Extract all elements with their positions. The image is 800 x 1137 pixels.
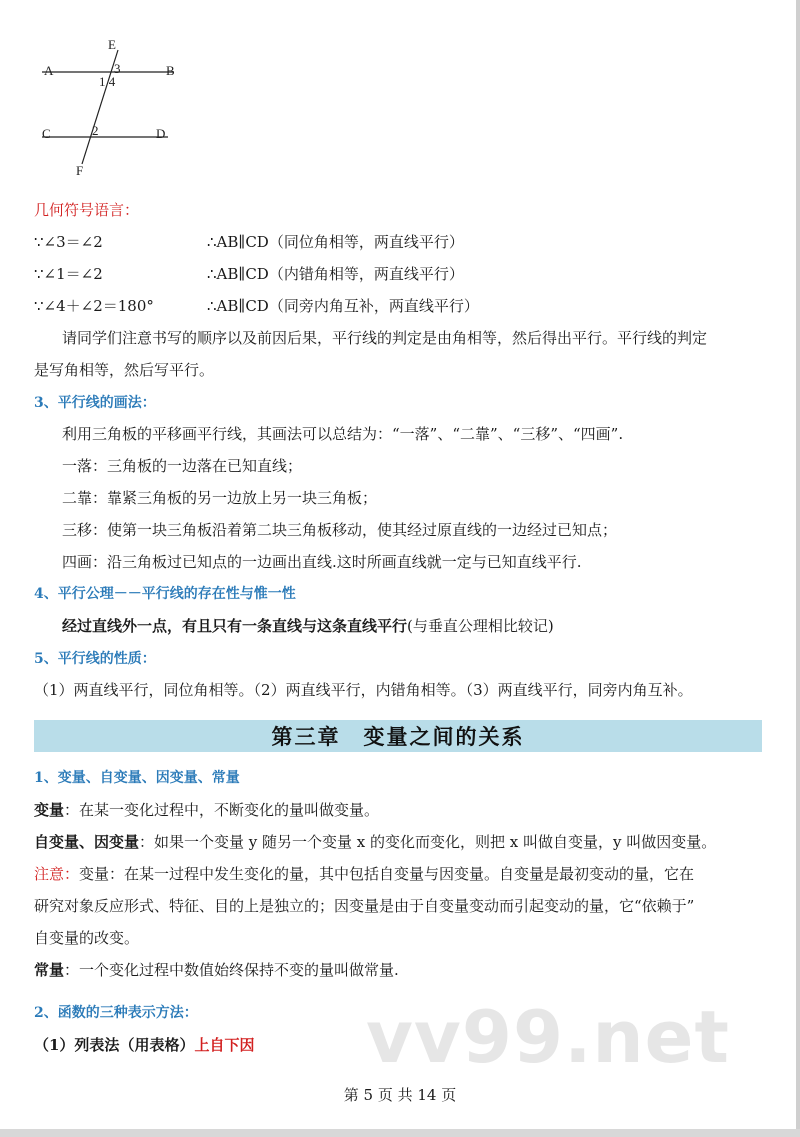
label-b: B <box>166 63 175 78</box>
given-2: ∵∠1＝∠2 <box>34 265 103 283</box>
step-4: 四画：沿三角板过已知点的一边画出直线.这时所画直线就一定与已知直线平行. <box>62 553 582 571</box>
symbol-language-heading: 几何符号语言： <box>34 201 140 219</box>
indep-term: 自变量、因变量 <box>34 833 140 851</box>
note-line-2: 研究对象反应形式、特征、目的上是独立的；因变量是由于自变量变动而引起变动的量，它“依赖于” <box>34 897 695 915</box>
label-e: E <box>108 38 116 52</box>
page-edge-right <box>796 0 800 1137</box>
indep-def: ：如果一个变量 y 随另一个变量 x 的变化而变化，则把 x 叫做自变量，y 叫做因变量。 <box>139 833 717 851</box>
page-footer: 第 5 页 共 14 页 <box>343 1086 457 1104</box>
watermark: vv99.net <box>366 995 730 1079</box>
transversal-ef <box>82 50 118 164</box>
step-1: 一落：三角板的一边落在已知直线； <box>62 457 303 475</box>
label-d: D <box>156 126 166 141</box>
label-a: A <box>44 63 54 78</box>
given-1: ∵∠3＝∠2 <box>34 233 103 251</box>
conclusion-1: ∴AB∥CD（同位角相等，两直线平行） <box>207 233 464 251</box>
ch-section-2-heading: 2、函数的三种表示方法： <box>34 1005 198 1021</box>
section-5-heading: 5、平行线的性质： <box>34 651 156 667</box>
axiom-note: (与垂直公理相比较记) <box>407 617 554 635</box>
label-f: F <box>76 163 84 178</box>
variable-definition <box>34 800 379 820</box>
parallel-lines-diagram <box>36 38 186 178</box>
parallel-properties: （1）两直线平行，同位角相等。（2）两直线平行，内错角相等。（3）两直线平行，同旁内角互补。 <box>34 681 693 699</box>
symbol-row-1 <box>34 232 103 252</box>
method-1 <box>34 1035 254 1055</box>
label-2: 2 <box>92 123 99 138</box>
variable-def: ：在某一变化过程中，不断变化的量叫做变量。 <box>64 801 380 819</box>
note-label: 注意： <box>34 865 80 883</box>
label-1-4: 1 4 <box>99 74 116 89</box>
label-3: 3 <box>114 61 121 76</box>
variable-term: 变量 <box>34 801 65 819</box>
step-3: 三移：使第一块三角板沿着第二块三角板移动，使其经过原直线的一边经过已知点； <box>62 521 618 539</box>
section-4-heading: 4、平行公理－－平行线的存在性与惟一性 <box>34 586 296 602</box>
note-paragraph-line-2: 是写角相等，然后写平行。 <box>34 361 215 379</box>
const-def: ：一个变化过程中数值始终保持不变的量叫做常量. <box>64 961 399 979</box>
independent-definition <box>34 832 716 852</box>
label-c: C <box>42 126 51 141</box>
axiom-statement: 经过直线外一点，有且只有一条直线与这条直线平行 <box>62 617 408 635</box>
conclusion-3: ∴AB∥CD（同旁内角互补，两直线平行） <box>207 297 479 315</box>
section-3-intro: 利用三角板的平移画平行线，其画法可以总结为：“一落”、“二靠”、“三移”、“四画”. <box>62 425 624 443</box>
method-1-hint: 上自下因 <box>194 1036 255 1054</box>
chapter-title: 第三章 变量之间的关系 <box>271 725 525 749</box>
parallel-axiom <box>62 616 554 636</box>
note-line-1 <box>34 864 694 884</box>
step-2: 二靠：靠紧三角板的另一边放上另一块三角板； <box>62 489 378 507</box>
ch-section-1-heading: 1、变量、自变量、因变量、常量 <box>34 770 240 786</box>
method-1-label: （1）列表法（用表格） <box>34 1036 195 1054</box>
given-3: ∵∠4＋∠2＝180° <box>34 297 154 315</box>
const-term: 常量 <box>34 961 65 979</box>
conclusion-2: ∴AB∥CD（内错角相等，两直线平行） <box>207 265 464 283</box>
chapter-banner <box>34 720 762 752</box>
page-edge-bottom <box>0 1129 800 1137</box>
note-paragraph-line-1: 请同学们注意书写的顺序以及前因后果，平行线的判定是由角相等，然后得出平行。平行线的判定 <box>62 329 708 347</box>
note-line-3: 自变量的改变。 <box>34 929 140 947</box>
note-text-1: 变量：在某一过程中发生变化的量，其中包括自变量与因变量。自变量是最初变动的量，它在 <box>79 865 695 883</box>
constant-definition <box>34 960 399 980</box>
section-3-heading: 3、平行线的画法： <box>34 395 156 411</box>
